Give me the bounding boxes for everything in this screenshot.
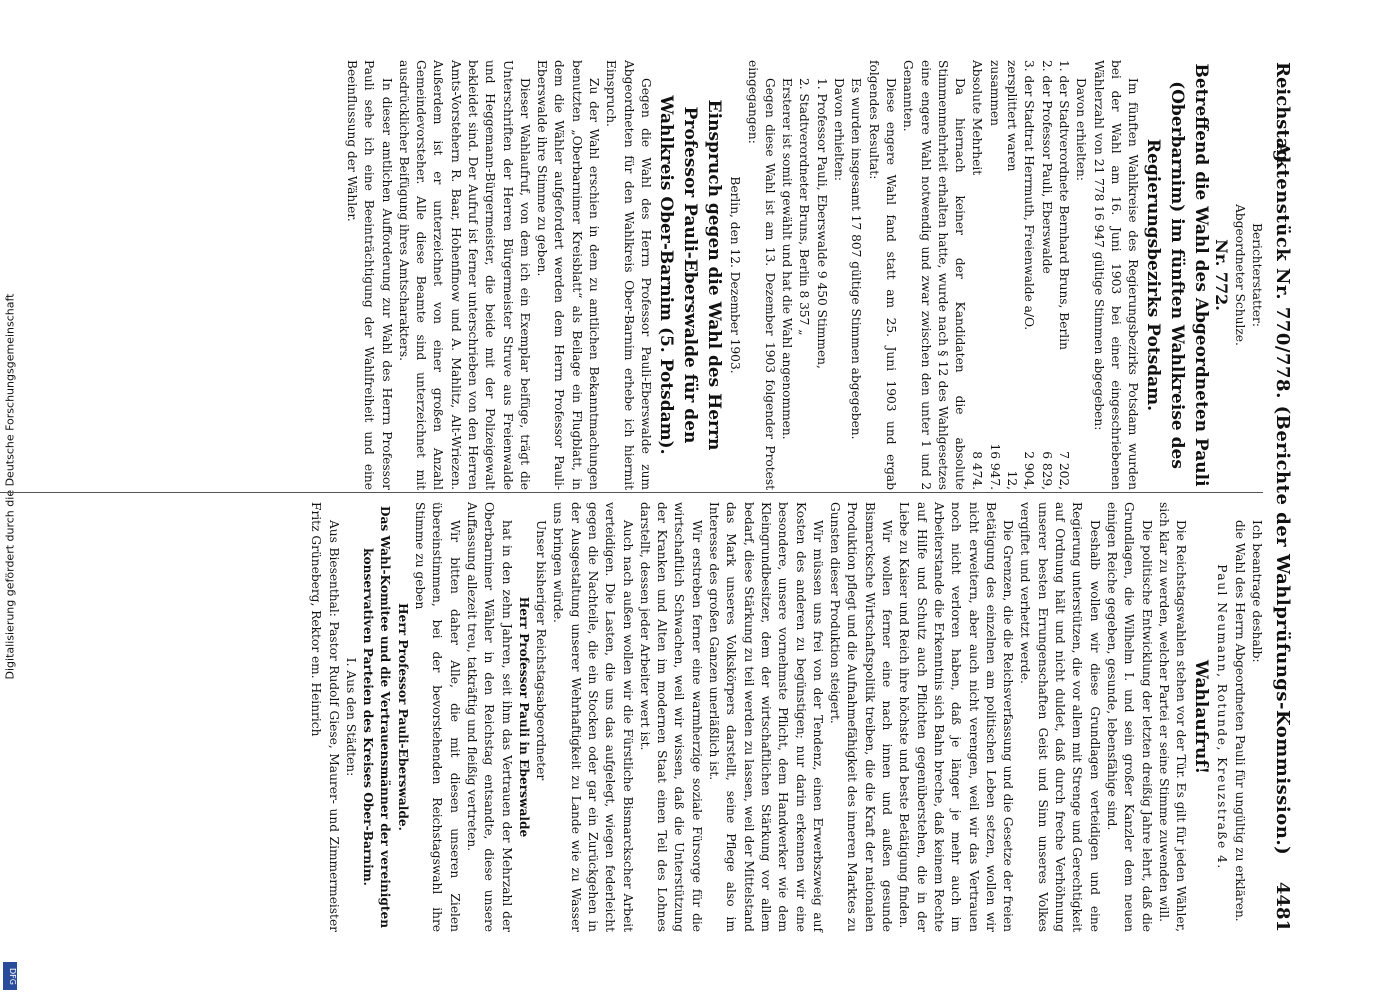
paragraph: 1. Professor Pauli, Eberswalde 9 450 Stimmen,	[814, 78, 829, 369]
left-column	[5, 60, 1265, 490]
paragraph: Da hiernach keiner der Kandidaten die absolute Stimmenmehrheit erhalten hatte, wurde nach § 12 des Wahlgesetzes eine engere Wahl notwendig und zwar zwischen den unter 1 und 2 Genannten.	[901, 60, 968, 490]
paragraph: Wir müssen uns frei von der Tendenz, einen Erwerbszweig auf Kosten des anderen zu begünstigen; nur darin erkennen wir eine besondere, unsere vornehmste Pflicht, dem Handwerker wie dem Kleingrundbesitzer, dem der wirtschaftlichen Stärkung vor allem bedarf, diese Stärkung zu teil werden zu lassen, weil der Mittelstand das Mark unseres Volkskörpers darstellt, seine Pflege also im Interesse des großen Ganzen unerläßlich ist.	[707, 502, 825, 932]
paragraph: Dieser Wahlaufruf, von dem ich ein Exemplar beifüge, trägt die Unterschriften der Herren Bürgermeister Struve aus Freienwalde und Heggemann-Bürgermeister, die beide mit der Polizeigewalt bekleidet sind. Der Aufruf ist ferner unterschrieben von den Herren Amts-Vorstehern R. Baar, Hohenfinow und A. Mahlitz, Alt-Wriezen. Außerdem ist er unterzeichnet von einer großen Anzahl Gemeindevorsteher. Alle diese Beamte sind unterzeichnet mit ausdrücklicher Beifügung ihres Amtscharakters.	[396, 60, 532, 490]
paragraph: die Wahl des Herrn Abgeordneten Pauli für ungültig zu erklären.	[1232, 520, 1247, 922]
date-line: Berlin, den 12. Dezember 1903.	[728, 176, 743, 374]
paragraph: Davon erhielten:	[1074, 78, 1089, 181]
paragraph: Die Reichstagswahlen stehen vor der Tür. Es gilt für jeden Wähler, sich klar zu werden, welcher Partei er seine Stimme zuwenden will.	[1156, 502, 1189, 932]
document-number: Nr. 772.	[1212, 239, 1232, 311]
header-left: Reichstag.	[1272, 62, 1293, 169]
header-title: Aktenstück Nr. 770/778. (Berichte der Wahlprüfungs-Kommission.)	[1272, 142, 1293, 856]
paragraph: Aus Biesenthal: Pastor Rudolf Giese, Maurer- und Zimmermeister Fritz Grüneberg, Rektor em. Heinrich	[309, 502, 341, 932]
paragraph: Wir wollen ferner eine nach innen und außen gesunde Bismarcksche Wirtschaftspolitik treiben, die die Kraft der nationalen Produktion pflegt und die Aufnahmefähigkeit des inneren Marktes zu Gunsten dieser Produktion steigert.	[828, 502, 895, 932]
reporter-name: Abgeordneter Schulze.	[1232, 204, 1247, 346]
paragraph: Diese engere Wahl fand statt am 25. Juni 1903 und ergab folgendes Resultat:	[866, 60, 898, 490]
right-column	[5, 502, 1265, 932]
paragraph: Deshalb wollen wir diese Grundlagen verteidigen und eine Regierung unterstützen, die vor allem mit Strenge und Gerechtigkeit auf Ordnung hält und nicht duldet, daß durch freche Verhöhnung unserer besten Errungenschaften Geist und Sinn unseres Volkes vergiftet und verhetzt werde.	[1018, 502, 1102, 932]
signature: Paul Neumann, Rotunde, Kreuzstraße 4.	[1215, 564, 1230, 870]
paragraph: Die politische Entwicklung der letzten dreißig Jahre lehrt, daß die Grundlagen, die Wilhelm I. und sein großer Kanzler dem neuen einigen Reiche gegeben, gesunde, lebensfähige sind.	[1104, 502, 1154, 932]
vote-row: 3. der Stadtrat Herrmuth, Freienwalde a/O. 2 904,	[1022, 60, 1037, 490]
protest-title: Einspruch gegen die Wahl des Herrn Professor Pauli-Eberswalde für den Wahlkreis Ober-Barnim (5. Potsdam).	[655, 95, 724, 455]
paragraph: Die Grenzen, die die Reichsverfassung und die Gesetze der freien Betätigung des einzelnen am politischen Leben setzen, wollen wir nicht erweitern, aber auch nicht verengen, weil wir das Vertrauen noch nicht verloren haben, daß je länger je mehr auch im Arbeiterstande die Erkenntnis sich Bahn breche, daß keinem Rechte auf Hilfe und Schutz auch Pflichten gegenüberstehen, die in der Liebe zu Kaiser und Reich ihre höchste und beste Betätigung finden.	[897, 502, 1016, 932]
paragraph: Es wurden insgesamt 17 807 gültige Stimmen abgegeben.	[849, 78, 864, 440]
paragraph: 2. Stadtverordneter Bruns, Berlin 8 357 „	[797, 78, 812, 336]
paragraph: Gegen die Wahl des Herrn Professor Pauli-Eberswalde zum Abgeordneten für den Wahlkreis Ober-Barnim erhebe ich hiermit Einspruch.	[604, 60, 653, 490]
dfg-logo: DFG	[3, 962, 17, 990]
paragraph: Wir bitten daher Alle, die mit diesen unseren Zielen übereinstimmen, bei der bevorstehenden Reichstagswahl ihre Stimme zu geben	[413, 502, 462, 932]
column-divider	[0, 492, 1263, 493]
paragraph: Auch nach außen wollen wir die Fürstliche Bismarckscher Arbeit verteidigen. Die Lasten, die uns das aufgelegt, wiegen federleicht gegen die Nachteile, die ein Stocken oder gar ein Zurückgehen in der Ausgestaltung unserer Wehrhaftigkeit zu Lande wie zu Wasser uns bringen würde.	[551, 502, 635, 932]
paragraph: Zu der Wahl erschien in dem zu amtlichen Bekanntmachungen benutzten „Oberbarnimer Kreisblatt“ als Beilage ein Flugblatt, in dem die Wähler aufgefordert werden dem Herrn Professor Pauli-Eberswalde ihre Stimme zu geben.	[535, 60, 602, 490]
committee-heading: Das Wahl-Komitee und die Vertrauensmänner der vereinigten konservativen Parteien des Kreises Ober-Barnim.	[361, 505, 393, 929]
appeal-title: Wahlaufruf!	[1191, 659, 1212, 775]
paragraph: In dieser amtlichen Aufforderung zur Wahl des Herrn Professor Pauli sehe ich eine Beeinträchtigung der Wahlfreiheit und eine Beeinflussung der Wähler.	[344, 60, 394, 490]
paragraph: hat in den zehn Jahren, seit ihm das Vertrauen der Mehrzahl der Oberbarnimer Wähler in den Reichstag entsandte, diese unsere Auffassung allezeit treu, tatkräftig und fleißig vertreten.	[464, 502, 514, 932]
vote-row: 2. der Professor Pauli, Eberswalde 6 829,	[1039, 60, 1054, 490]
paragraph: Im fünften Wahlkreise des Regierungsbezirks Potsdam wurden bei der Wahl am 16. Juni 1903 bei einer eingeschriebenen Wählerzahl von 21 778 16 947 gültige Stimmen abgegeben:	[1091, 60, 1141, 490]
page-number: 4481	[1272, 881, 1293, 932]
reporter-label: Berichterstatter:	[1250, 223, 1264, 327]
paragraph: Ich beantrage deshalb:	[1250, 520, 1264, 663]
vote-row: Absolute Mehrheit 8 474.	[970, 60, 985, 490]
document-title: Betreffend die Wahl des Abgeordneten Pauli (Oberbarnim) im fünften Wahlkreise des Regierungsbezirks Potsdam.	[1143, 63, 1212, 487]
digitization-note: Digitalisierung gefördert durch die Deutsche Forschungsgemeinschaft DFG	[0, 0, 20, 1000]
vote-row: zusammen 16 947.	[987, 60, 1002, 490]
candidate-heading: Herr Professor Pauli in Eberswalde	[516, 596, 531, 838]
paragraph: Unser bisheriger Reichstagsabgeordneter	[534, 520, 549, 781]
vote-row: zersplittert waren 12,	[1005, 60, 1020, 490]
paragraph: Ersterer ist somit gewählt und hat die Wahl angenommen.	[780, 78, 795, 440]
paragraph: Wir erstreben ferner eine warmherzige soziale Fürsorge für die wirtschaftlich Schwachen, weil wir wissen, daß die Unterstützung der Kranken und Alten im modernen Staat einen Teil des Lohnes darstellt, dessen jeder Arbeiter wert ist.	[637, 502, 704, 932]
candidate-heading: Herr Professor Pauli-Eberswalde.	[395, 603, 410, 831]
page-header	[1263, 62, 1293, 932]
paragraph: Davon erhielten:	[832, 78, 847, 181]
vote-row: 1. der Stadtverordnete Bernhard Bruns, Berlin 7 202,	[1056, 60, 1071, 490]
paragraph: Gegen diese Wahl ist am 13. Dezember 1903 folgender Protest eingegangen:	[745, 60, 777, 490]
section-heading: I. Aus den Städten:	[343, 657, 358, 777]
